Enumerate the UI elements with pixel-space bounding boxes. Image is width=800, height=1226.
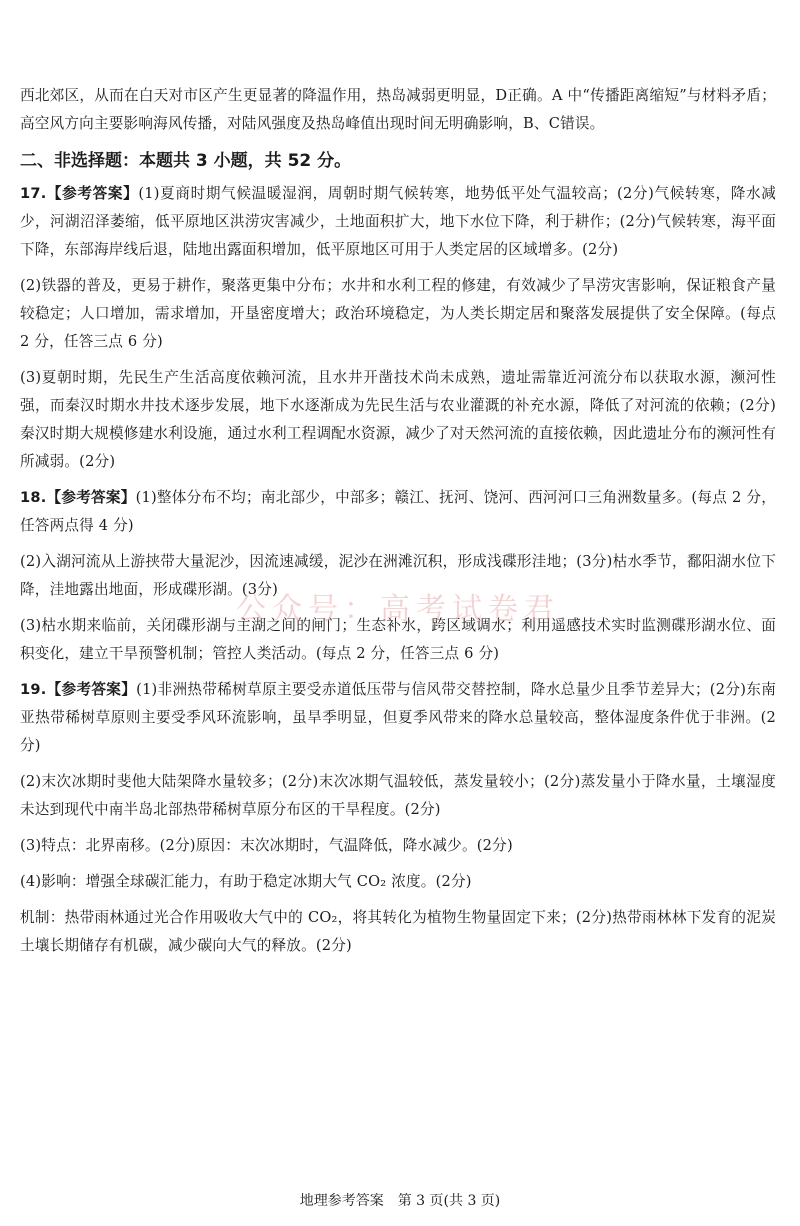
question-18 bbox=[20, 484, 776, 668]
q19-part4: (4)影响：增强全球碳汇能力，有助于稳定冰期大气 CO₂ 浓度。(2分) bbox=[20, 873, 472, 890]
q19-part3: (3)特点：北界南移。(2分)原因：末次冰期时，气温降低，降水减少。(2分) bbox=[20, 837, 513, 854]
q18-part3: (3)枯水期来临前，关闭碟形湖与主湖之间的闸门；生态补水，跨区域调水；利用遥感技术实时监测碟形湖水位、面积变化，建立干旱预警机制；管控人类活动。(每点 2 分，任答三点 6 分) bbox=[20, 617, 776, 662]
q18-label: 18.【参考答案】 bbox=[20, 489, 136, 506]
page-content bbox=[20, 82, 776, 968]
page-footer: 地理参考答案 第 3 页(共 3 页) bbox=[299, 1193, 501, 1209]
intro-paragraph: 西北郊区，从而在白天对市区产生更显著的降温作用，热岛减弱更明显，D正确。A 中“传播距离缩短”与材料矛盾；高空风方向主要影响海风传播，对陆风强度及热岛峰值出现时间无明确影响，B、C错误。 bbox=[20, 87, 776, 132]
q19-part2: (2)末次冰期时斐他大陆架降水量较多；(2分)末次冰期气温较低，蒸发量较小；(2分)蒸发量小于降水量，土壤湿度未达到现代中南半岛北部热带稀树草原分布区的干旱程度。(2分) bbox=[20, 773, 776, 818]
watermark: 公众号：高考试卷君 bbox=[236, 592, 560, 627]
q19-part1 bbox=[20, 676, 776, 760]
q17-part3: (3)夏朝时期，先民生产生活高度依赖河流，且水井开凿技术尚未成熟，遗址需靠近河流分布以获取水源，濒河性强，而秦汉时期水井技术逐步发展，地下水逐渐成为先民生活与农业灌溉的补充水源，降低了对河流的依赖；(2分)秦汉时期大规模修建水利设施，通过水利工程调配水资源，减少了对天然河流的直接依赖，因此遗址分布的濒河性有所减弱。(2分) bbox=[20, 369, 776, 470]
question-19 bbox=[20, 676, 776, 960]
question-17 bbox=[20, 180, 776, 476]
q19-part1-text: (1)非洲热带稀树草原主要受赤道低压带与信风带交替控制，降水总量少且季节差异大；(2分)东南亚热带稀树草原则主要受季风环流影响，虽旱季明显，但夏季风带来的降水总量较高，整体湿度条件优于非洲。(2分) bbox=[20, 681, 776, 754]
q17-part1 bbox=[20, 180, 776, 264]
q17-part1-text: (1)夏商时期气候温暖湿润，周朝时期气候转寒，地势低平处气温较高；(2分)气候转寒，降水减少，河湖沼泽萎缩，低平原地区洪涝灾害减少，土地面积扩大，地下水位下降，利于耕作；(2分)气候转寒，海平面下降，东部海岸线后退，陆地出露面积增加，低平原地区可用于人类定居的区域增多。(2分) bbox=[20, 185, 776, 258]
q17-part2: (2)铁器的普及，更易于耕作，聚落更集中分布；水井和水利工程的修建，有效减少了旱涝灾害影响，保证粮食产量较稳定；人口增加，需求增加，开垦密度增大；政治环境稳定，为人类长期定居和聚落发展提供了安全保障。(每点 2 分，任答三点 6 分) bbox=[20, 277, 776, 350]
q18-part1-text: (1)整体分布不均；南北部少，中部多；赣江、抚河、饶河、西河河口三角洲数量多。(每点 2 分，任答两点得 4 分) bbox=[20, 489, 776, 534]
q18-part2: (2)入湖河流从上游挟带大量泥沙，因流速减缓，泥沙在洲滩沉积，形成浅碟形洼地；(3分)枯水季节，鄱阳湖水位下降，洼地露出地面，形成碟形湖。(3分) bbox=[20, 553, 776, 598]
q19-part5: 机制：热带雨林通过光合作用吸收大气中的 CO₂，将其转化为植物生物量固定下来；(2分)热带雨林林下发育的泥炭土壤长期储存有机碳，减少碳向大气的释放。(2分) bbox=[20, 909, 776, 954]
section-title: 二、非选择题：本题共 3 小题，共 52 分。 bbox=[20, 151, 352, 171]
q17-label: 17.【参考答案】 bbox=[20, 185, 139, 202]
q18-part1 bbox=[20, 484, 776, 540]
q19-label: 19.【参考答案】 bbox=[20, 681, 137, 698]
